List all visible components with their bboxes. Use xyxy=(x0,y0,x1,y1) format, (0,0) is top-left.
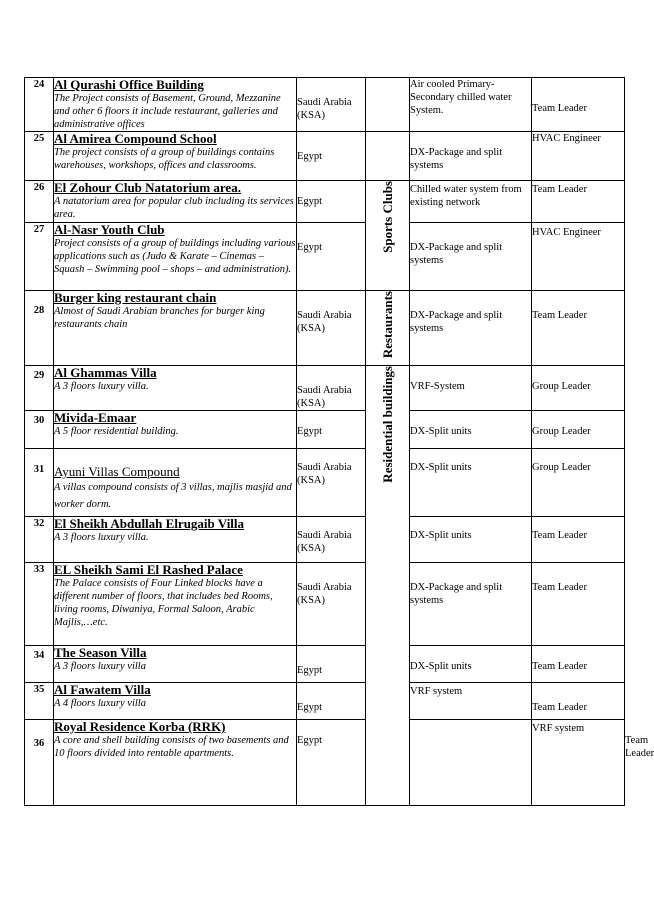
project-name: El Sheikh Abdullah Elrugaib Villa xyxy=(54,516,245,531)
row-number: 27 xyxy=(25,223,54,291)
table-row xyxy=(25,132,625,181)
role-cell: Team Leader xyxy=(532,291,625,366)
table-row xyxy=(25,517,625,563)
project-description: A 3 floors luxury villa. xyxy=(54,381,149,392)
project-description: A 4 floors luxury villa xyxy=(54,698,146,709)
system-cell: DX-Split units xyxy=(410,449,532,517)
system-cell: VRF-System xyxy=(410,366,532,411)
row-number: 31 xyxy=(25,449,54,517)
project-description: Project consists of a group of buildings including various applications such as (Judo & Karate – Cinemas – Squash – Swimming pool – shops – and administration). xyxy=(54,238,296,275)
table-row xyxy=(25,646,625,683)
category-label: Sports Clubs xyxy=(380,181,395,253)
project-cell xyxy=(54,449,297,517)
role-cell: Team Leader xyxy=(532,683,625,720)
table-row: 36 Royal Residence Korba (RRK) A core and shell building consists of two basements and 10 floors divided into rentable apartments. Egypt VRF system Team Leader xyxy=(25,720,625,806)
table-row xyxy=(25,181,625,223)
row-number: 36 xyxy=(25,720,54,806)
role-cell: Team Leader xyxy=(532,78,625,132)
role-cell: Team Leader xyxy=(532,646,625,683)
row-number: 33 xyxy=(25,563,54,646)
category-restaurants xyxy=(366,291,410,366)
role-cell: Team Leader xyxy=(532,181,625,223)
role-cell: Team Leader xyxy=(532,517,625,563)
project-description: A 3 floors luxury villa xyxy=(54,661,146,672)
system-cell: VRF system xyxy=(532,720,625,806)
country-cell: Egypt xyxy=(297,223,366,291)
role-cell: HVAC Engineer xyxy=(532,223,625,291)
role-cell: Group Leader xyxy=(532,449,625,517)
role-cell: Group Leader xyxy=(532,411,625,449)
project-name: Ayuni Villas Compound xyxy=(54,464,180,479)
project-description: Almost of Saudi Arabian branches for burger king restaurants chain xyxy=(54,306,265,330)
system-cell: DX-Split units xyxy=(410,646,532,683)
country-cell: Saudi Arabia (KSA) xyxy=(297,291,366,366)
project-cell xyxy=(54,291,297,366)
project-description: The project consists of a group of buildings contains warehouses, workshops, offices and classrooms. xyxy=(54,147,275,171)
category-label: Restaurants xyxy=(380,291,395,359)
project-name: The Season Villa xyxy=(54,645,147,660)
country-cell: Egypt xyxy=(297,683,366,720)
row-number: 35 xyxy=(25,683,54,720)
projects-table xyxy=(24,77,654,806)
country-cell: Egypt xyxy=(297,181,366,223)
table-row xyxy=(25,366,625,411)
table-row xyxy=(25,449,625,517)
row-number: 26 xyxy=(25,181,54,223)
project-description: A 3 floors luxury villa. xyxy=(54,532,149,543)
system-cell: Chilled water system from existing network xyxy=(410,181,532,223)
row-number: 34 xyxy=(25,646,54,683)
category-residential-buildings xyxy=(366,366,410,806)
project-description: The Project consists of Basement, Ground, Mezzanine and other 6 floors it include restaurant, galleries and administrative offices xyxy=(54,93,281,130)
row-number: 28 xyxy=(25,291,54,366)
table-row xyxy=(25,78,625,132)
project-description: A villas compound consists of 3 villas, majlis masjid and worker dorm. xyxy=(54,482,292,510)
role-cell: HVAC Engineer xyxy=(532,132,625,181)
system-cell: DX-Split units xyxy=(410,411,532,449)
system-cell: DX-Package and split systems xyxy=(410,223,532,291)
country-cell: Saudi Arabia (KSA) xyxy=(297,517,366,563)
country-cell: Saudi Arabia (KSA) xyxy=(297,366,366,411)
table-row xyxy=(25,223,625,291)
table-row xyxy=(25,563,625,646)
project-name: Burger king restaurant chain xyxy=(54,290,217,305)
system-cell: VRF system xyxy=(410,683,532,720)
project-name: Mivida-Emaar xyxy=(54,410,137,425)
system-cell: DX-Package and split systems xyxy=(410,132,532,181)
project-cell xyxy=(54,181,297,223)
role-cell: Group Leader xyxy=(532,366,625,411)
project-cell xyxy=(54,517,297,563)
table-row xyxy=(25,683,625,720)
category-cell-empty xyxy=(366,132,410,181)
system-cell: DX-Split units xyxy=(410,517,532,563)
role-cell: Team Leader xyxy=(532,563,625,646)
project-name: Al Amirea Compound School xyxy=(54,131,217,146)
system-cell: Air cooled Primary-Secondary chilled water System. xyxy=(410,78,532,132)
project-cell xyxy=(54,720,297,806)
category-cell-empty xyxy=(410,720,532,806)
project-description: A 5 floor residential building. xyxy=(54,426,179,437)
project-cell xyxy=(54,366,297,411)
project-cell xyxy=(54,132,297,181)
project-cell xyxy=(54,411,297,449)
system-cell: DX-Package and split systems xyxy=(410,563,532,646)
project-name: EL Sheikh Sami El Rashed Palace xyxy=(54,562,243,577)
country-cell: Saudi Arabia (KSA) xyxy=(297,78,366,132)
project-name: Al-Nasr Youth Club xyxy=(54,222,165,237)
row-number: 25 xyxy=(25,132,54,181)
project-name: Al Ghammas Villa xyxy=(54,365,157,380)
project-description: The Palace consists of Four Linked blocks have a different number of floors, that includes bed Rooms, living rooms, Diwaniya, Formal Saloon, Arabic Majlis,…etc. xyxy=(54,578,273,628)
country-cell: Egypt xyxy=(297,411,366,449)
country-cell: Egypt xyxy=(297,132,366,181)
project-name: Royal Residence Korba (RRK) xyxy=(54,719,226,734)
category-label: Residential buildings xyxy=(380,366,395,483)
project-cell xyxy=(54,78,297,132)
project-name: El Zohour Club Natatorium area. xyxy=(54,180,241,195)
project-cell xyxy=(54,563,297,646)
project-name: Al Qurashi Office Building xyxy=(54,77,204,92)
system-cell: DX-Package and split systems xyxy=(410,291,532,366)
row-number: 32 xyxy=(25,517,54,563)
table-row xyxy=(25,411,625,449)
project-name: Al Fawatem Villa xyxy=(54,682,151,697)
project-description: A core and shell building consists of two basements and 10 floors divided into rentable apartments. xyxy=(54,735,289,759)
category-cell-empty xyxy=(366,78,410,132)
table-row xyxy=(25,291,625,366)
row-number: 24 xyxy=(25,78,54,132)
row-number: 30 xyxy=(25,411,54,449)
country-cell: Saudi Arabia (KSA) xyxy=(297,563,366,646)
category-sports-clubs xyxy=(366,181,410,291)
row-number: 29 xyxy=(25,366,54,411)
project-cell xyxy=(54,683,297,720)
country-cell: Saudi Arabia (KSA) xyxy=(297,449,366,517)
project-description: A natatorium area for popular club including its services area. xyxy=(54,196,294,220)
country-cell: Egypt xyxy=(297,720,366,806)
project-cell xyxy=(54,646,297,683)
country-cell: Egypt xyxy=(297,646,366,683)
project-cell xyxy=(54,223,297,291)
